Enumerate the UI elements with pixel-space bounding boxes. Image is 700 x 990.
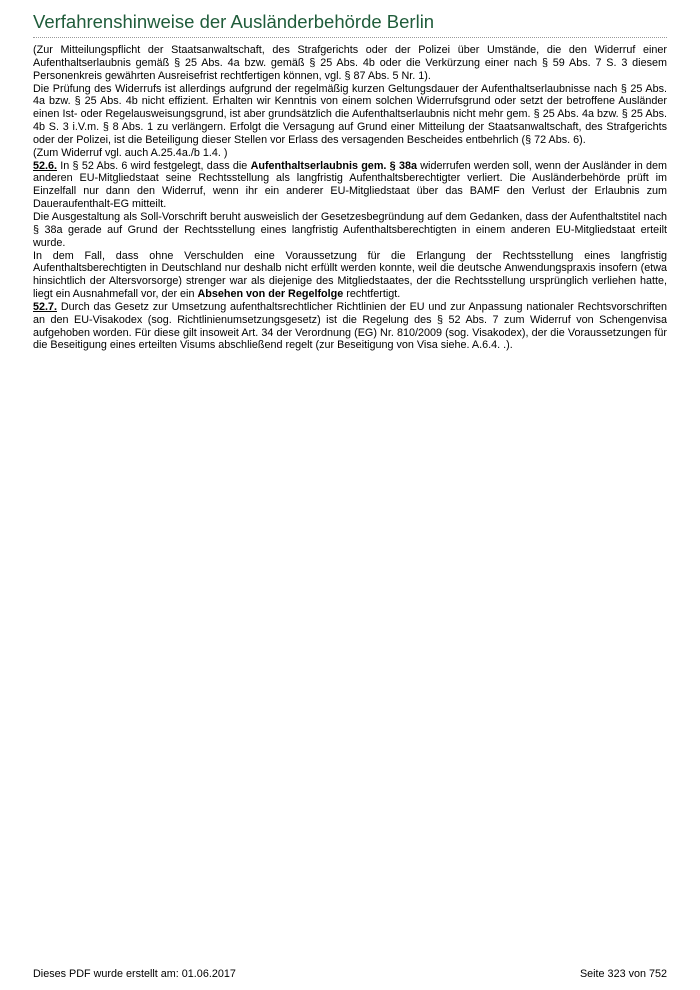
paragraph-52-7 bbox=[33, 301, 667, 352]
paragraph-notice-reference: (Zur Mitteilungspflicht der Staatsanwaltschaft, des Strafgerichts oder der Polizei über Umstände, die den Widerruf einer Aufenthaltserlaubnis gemäß § 25 Abs. 4a bzw. gemäß § 25 Abs. 4b oder die Verkürzung einer nach § 59 Abs. 7 S. 3 diesem Personenkreis gewährten Ausreisefrist rechtfertigen können, vgl. § 87 Abs. 5 Nr. 1). bbox=[33, 44, 667, 82]
section-number-52-6: 52.6. bbox=[33, 159, 58, 172]
paragraph-soll-vorschrift: Die Ausgestaltung als Soll-Vorschrift beruht ausweislich der Gesetzesbegründung auf dem Gedanken, dass der Aufenthaltstitel nach § 38a gerade auf Grund der Rechtsstellung eines langfristig Aufenthaltsberechtigten in einem anderen EU-Mitgliedstaat erteilt wurde. bbox=[33, 210, 667, 249]
paragraph-52-6-bold: Aufenthaltserlaubnis gem. § 38a bbox=[250, 159, 417, 172]
paragraph-exception-text-a: In dem Fall, dass ohne Verschulden eine Voraussetzung für die Erlangung der Rechtsstellung eines langfristig Aufenthaltsberechtigten in Deutschland nur deshalb nicht erfüllt werden konnte, weil die deutsche Anwendungspraxis insofern (etwa hinsichtlich der Altersvorsorge) strenger war als diejenige des Mitgliedstaates, der die Rechtsstellung ursprünglich verliehen hatte, liegt ein Ausnahmefall vor, der ein bbox=[33, 249, 667, 301]
header-divider bbox=[33, 37, 667, 38]
paragraph-exception-text-b: rechtfertigt. bbox=[343, 288, 401, 301]
paragraph-52-7-text: Durch das Gesetz zur Umsetzung aufenthaltsrechtlicher Richtlinien der EU und zur Anpassung nationaler Rechtsvorschriften an den EU-Visakodex (sog. Richtlinienumsetzungsgesetz) ist die Regelung des § 52 Abs. 7 zum Widerruf von Schengenvisa aufgehoben worden. Für diese gilt insoweit Art. 34 der Verordnung (EG) Nr. 810/2009 (sog. Visakodex), der die Voraussetzungen für die Beseitigung eines erteilten Visums abschließend regelt (zur Beseitigung von Visa siehe. A.6.4. .). bbox=[33, 300, 667, 352]
paragraph-52-6-text-a: In § 52 Abs. 6 wird festgelegt, dass die bbox=[57, 159, 251, 172]
page-title: Verfahrenshinweise der Ausländerbehörde Berlin bbox=[33, 11, 435, 32]
footer-created-date: Dieses PDF wurde erstellt am: 01.06.2017 bbox=[33, 968, 236, 980]
section-number-52-7: 52.7. bbox=[33, 300, 58, 313]
document-body bbox=[33, 44, 667, 352]
paragraph-52-6-text-b: widerrufen werden soll, wenn der Ausländer in dem anderen EU-Mitgliedstaat seine Rechtsstellung als langfristig Aufenthaltsberechtigter verliert. Die Ausländerbehörde prüft im Einzelfall nur dann den Widerruf, wenn ihr ein anderer EU-Mitgliedstaat über das BAMF den Verlust der Erlaubnis zum Daueraufenthalt-EG mitteilt. bbox=[33, 159, 667, 211]
footer-page-number: Seite 323 von 752 bbox=[579, 968, 667, 980]
paragraph-exception-bold: Absehen von der Regelfolge bbox=[197, 288, 344, 301]
paragraph-exception-case bbox=[33, 250, 667, 301]
paragraph-revocation-review: Die Prüfung des Widerrufs ist allerdings aufgrund der regelmäßig kurzen Geltungsdauer der Aufenthaltserlaubnisse nach § 25 Abs. 4a bzw. § 25 Abs. 4b nicht effizient. Erhalten wir Kenntnis von einem solchen Widerrufsgrund oder setzt der betroffene Ausländer einen Ist- oder Regelausweisungsgrund, ist aber grundsätzlich die Aufenthaltserlaubnis nicht mehr gem. § 25 Abs. 4a bzw. § 25 Abs. 4b S. 3 i.V.m. § 8 Abs. 1 zu verlängern. Erfolgt die Versagung auf Grund einer Mitteilung der Staatsanwaltschaft, des Strafgerichts oder der Polizei, ist die Beteiligung dieser Stellen vor Erlass des versagenden Bescheides entbehrlich (§ 72 Abs. 6). bbox=[33, 82, 667, 146]
page-header bbox=[33, 10, 667, 38]
paragraph-52-6 bbox=[33, 160, 667, 211]
paragraph-revocation-crossref: (Zum Widerruf vgl. auch A.25.4a./b 1.4. ) bbox=[33, 146, 228, 159]
